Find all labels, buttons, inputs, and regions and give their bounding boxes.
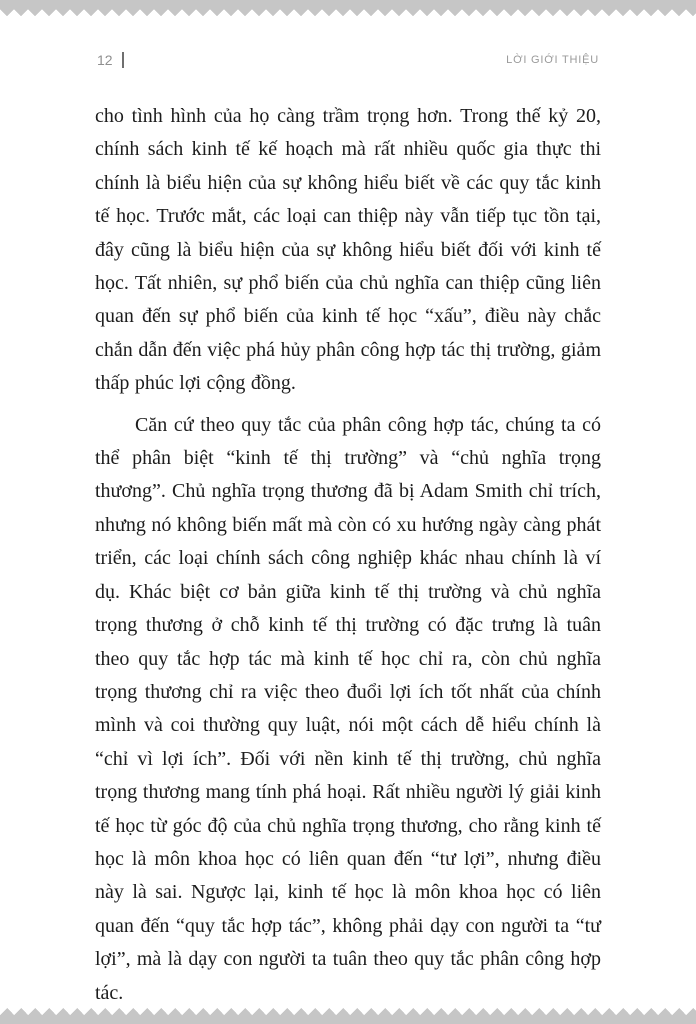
page-number: 12	[97, 52, 113, 68]
torn-edge-bottom	[0, 1008, 696, 1024]
body-text	[95, 100, 601, 1010]
page-number-group	[97, 52, 124, 68]
paragraph-2: Căn cứ theo quy tắc của phân công hợp tác, chúng ta có thể phân biệt “kinh tế thị trường” và “chủ nghĩa trọng thương”. Chủ nghĩa trọng thương đã bị Adam Smith chỉ trích, nhưng nó không biến mất mà còn có xu hướng ngày càng phát triển, các loại chính sách công nghiệp khác nhau chính là ví dụ. Khác biệt cơ bản giữa kinh tế thị trường và chủ nghĩa trọng thương ở chỗ kinh tế thị trường có đặc trưng là tuân theo quy tắc hợp tác mà kinh tế học chỉ ra, còn chủ nghĩa trọng thương chỉ ra việc theo đuổi lợi ích tốt nhất của chính mình và coi thường quy luật, nói một cách dễ hiểu chính là “chỉ vì lợi ích”. Đối với nền kinh tế thị trường, chủ nghĩa trọng thương mang tính phá hoại. Rất nhiều người lý giải kinh tế học từ góc độ của chủ nghĩa trọng thương, cho rằng kinh tế học là môn khoa học có liên quan đến “tư lợi”, nhưng điều này là sai. Ngược lại, kinh tế học là môn khoa học có liên quan đến “quy tắc hợp tác”, không phải dạy con người ta “tư lợi”, mà là dạy con người ta tuân theo quy tắc phân công hợp tác.	[95, 413, 601, 1004]
header-divider	[122, 52, 124, 68]
paragraph-1: cho tình hình của họ càng trầm trọng hơn. Trong thế kỷ 20, chính sách kinh tế kế hoạch mà rất nhiều quốc gia thực thi chính là biểu hiện của sự không hiểu biết về các quy tắc kinh tế học. Trước mắt, các loại can thiệp này vẫn tiếp tục tồn tại, đây cũng là biểu hiện của sự không hiểu biết đối với kinh tế học. Tất nhiên, sự phổ biến của chủ nghĩa can thiệp cũng liên quan đến sự phổ biến của kinh tế học “xấu”, điều này chắc chắn dẫn đến việc phá hủy phân công hợp tác thị trường, giảm thấp phúc lợi cộng đồng.	[95, 105, 601, 395]
page-header	[97, 52, 599, 68]
running-title: LỜI GIỚI THIỆU	[506, 54, 599, 66]
torn-edge-top	[0, 0, 696, 16]
